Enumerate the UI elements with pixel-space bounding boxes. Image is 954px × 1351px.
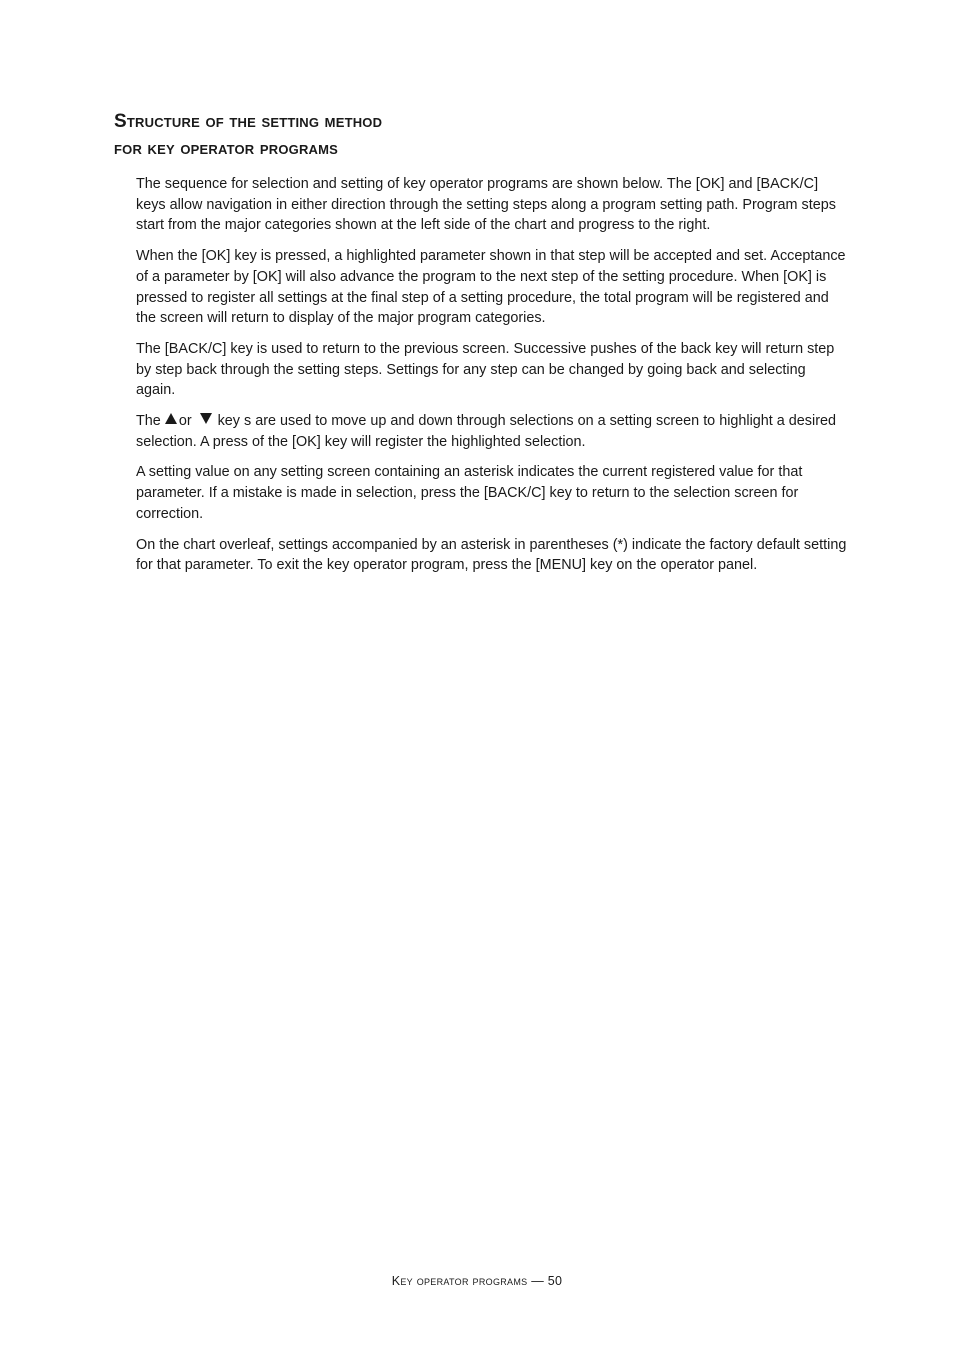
arrow-keys-text-or: or bbox=[178, 413, 192, 430]
section-heading-line-2: for key operator programs bbox=[114, 138, 339, 159]
paragraph-navigation-overview: The sequence for selection and setting of key operator programs are shown below. The [OK] and [BACK/C] keys allow navigation in either direction through the setting steps along a program setting path. Program steps start from the major categories shown at the left side of the chart and progress to the right. bbox=[136, 176, 836, 234]
paragraph-ok-key: When the [OK] key is pressed, a highlighted parameter shown in that step will be accepted and set. Acceptance of a parameter by [OK] will also advance the program to the next step of the setting procedure. When [OK] is pressed to register all settings at the final step of a setting procedure, the total program will be registered and the screen will return to display of the major program categories. bbox=[136, 248, 846, 327]
section-heading bbox=[114, 108, 854, 162]
page-footer: Key operator programs — 50 bbox=[391, 1274, 563, 1288]
down-triangle-icon bbox=[200, 413, 212, 424]
section-heading-line-1: Structure of the setting method bbox=[114, 111, 383, 132]
arrow-keys-text-end: key s are used to move up and down through selections on a setting screen to highlight a desired selection. A press of the [OK] key will register the highlighted selection. bbox=[136, 413, 836, 450]
arrow-keys-text-start: The bbox=[136, 413, 161, 430]
body-text bbox=[136, 174, 848, 586]
up-triangle-icon bbox=[165, 413, 177, 424]
paragraph-arrow-keys bbox=[136, 411, 848, 452]
paragraph-factory-default: On the chart overleaf, settings accompanied by an asterisk in parentheses (*) indicate the factory default setting for that parameter. To exit the key operator program, press the [MENU] key on the operator panel. bbox=[136, 536, 847, 574]
paragraph-back-key: The [BACK/C] key is used to return to the previous screen. Successive pushes of the back key will return step by step back through the setting steps. Settings for any step can be changed by going back and selecting again. bbox=[136, 340, 835, 399]
paragraph-asterisk-value: A setting value on any setting screen containing an asterisk indicates the current registered value for that parameter. If a mistake is made in selection, press the [BACK/C] key to return to the selection screen for correction. bbox=[136, 464, 803, 522]
